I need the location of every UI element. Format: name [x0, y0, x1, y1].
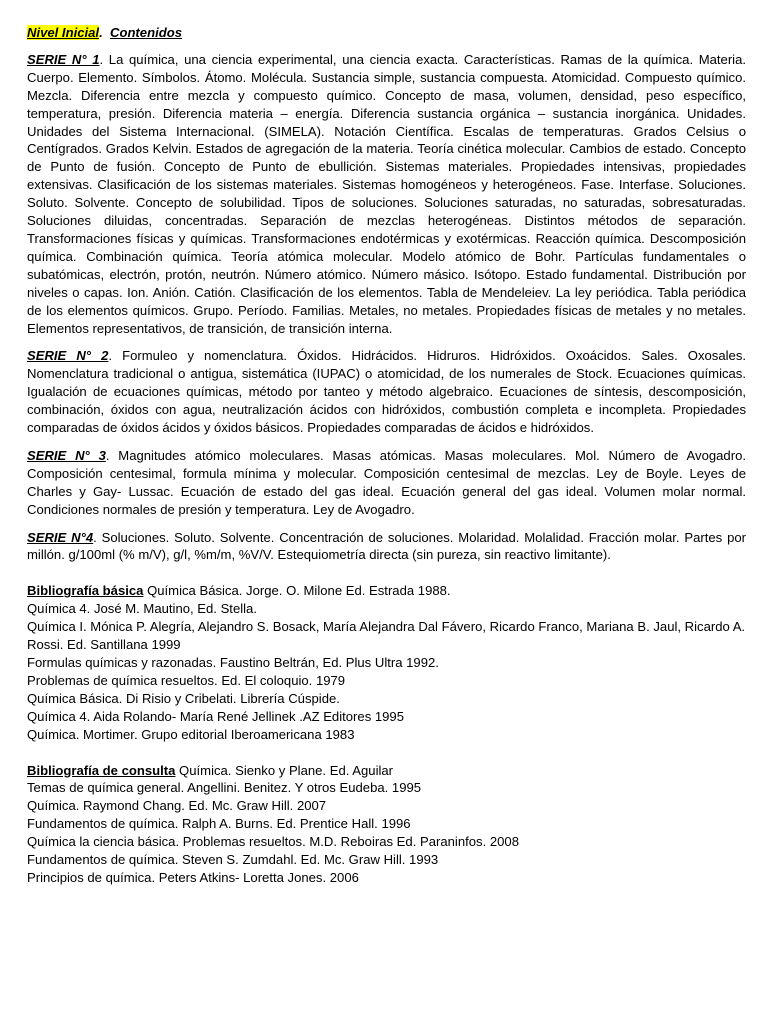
- serie-1-text: . La química, una ciencia experimental, una ciencia exacta. Características. Ramas de la química. Materia. Cuerpo. Elemento. Símbolos. Átomo. Molécula. Sustancia simple, sustancia compuesta. Atomicidad. Compuesto químico. Mezcla. Diferencia entre mezcla y compuesto químico. Concepto de masa, volumen, densidad, peso específico, temperatura, presión. Diferencia materia – energía. Diferencia sustancia orgánica – sustancia inorgánica. Unidades. Unidades del Sistema Internacional. (SIMELA). Notación Científica. Escalas de temperaturas. Grados Celsius o Centígrados. Grados Kelvin. Estados de agregación de la materia. Teoría cinética molecular. Cambios de estado. Concepto de Punto de fusión. Concepto de Punto de ebullición. Sistemas materiales. Propiedades intensivas, propiedades extensivas. Clasificación de los sistemas materiales. Sistemas homogéneos y heterogéneos. Fase. Interfase. Soluciones. Soluto. Solvente. Concepto de solubilidad. Tipos de soluciones. Soluciones saturadas, no saturadas, sobresaturadas. Soluciones diluidas, concentradas. Separación de mezclas heterogéneas. Distintos métodos de separación. Transformaciones físicas y químicas. Transformaciones endotérmicas y exotérmicas. Reacción química. Descomposición química. Combinación química. Teoría atómica molecular. Modelo atómico de Bohr. Partículas fundamentales o subatómicas, electrón, protón, neutrón. Número atómico. Número másico. Isótopo. Estado fundamental. Distribución por niveles o capas. Ion. Anión. Catión. Clasificación de los elementos. Tabla de Mendeleiev. La ley periódica. Tabla periódica de los elementos químicos. Grupo. Período. Familias. Metales, no metales. Propiedades físicas de metales y no metales. Elementos representativos, de transición, de transición interna.: [27, 51, 747, 336]
- serie-1-label: SERIE N° 1: [27, 51, 100, 67]
- serie-4-text: . Soluciones. Soluto. Solvente. Concentración de soluciones. Molaridad. Molalidad. Fracción molar. Partes por millón. g/100ml (% m/V), g/l, %m/m, %V/V. Estequiometría directa (sin pureza, sin reactivo limitante).: [27, 529, 747, 563]
- bib-consulta-item-4: Química la ciencia básica. Problemas resueltos. M.D. Reboiras Ed. Paraninfos. 2008: [27, 834, 519, 850]
- bib-basica-item-4: Problemas de química resueltos. Ed. El coloquio. 1979: [27, 672, 346, 688]
- bib-consulta-item-0: Química. Sienko y Plane. Ed. Aguilar: [175, 762, 394, 778]
- bibliografia-consulta-title: Bibliografía de consulta: [27, 762, 176, 778]
- serie-3-label: SERIE N° 3: [27, 447, 106, 463]
- bib-basica-item-3: Formulas químicas y razonadas. Faustino Beltrán, Ed. Plus Ultra 1992.: [27, 655, 439, 670]
- page-heading: [27, 24, 746, 42]
- serie-2-label: SERIE N° 2: [27, 348, 109, 364]
- bib-basica-item-6: Química 4. Aida Rolando- María René Jellinek .AZ Editores 1995: [27, 708, 405, 724]
- serie-2-text: . Formuleo y nomenclatura. Óxidos. Hidrácidos. Hidruros. Hidróxidos. Oxoácidos. Sales. Oxosales. Nomenclatura tradicional o antigua, sistemática (IUPAC) o atomicidad, de los numerales de Stock. Ecuaciones químicas. Igualación de ecuaciones químicas, método por tanteo y método algebraico. Ecuaciones de síntesis, descomposición, combinación, óxidos con agua, neutralización ácidos con hidróxidos, combustión completa e incompleta. Propiedades comparadas de óxidos ácidos y óxidos básicos. Propiedades comparadas de ácidos e hidróxidos.: [27, 348, 747, 436]
- bib-consulta-item-2: Química. Raymond Chang. Ed. Mc. Graw Hill. 2007: [27, 798, 327, 814]
- bib-basica-item-0: Química Básica. Jorge. O. Milone Ed. Estrada 1988.: [143, 583, 451, 599]
- bib-basica-item-7: Química. Mortimer. Grupo editorial Iberoamericana 1983: [27, 726, 355, 742]
- heading-punct: .: [99, 25, 103, 40]
- bib-basica-item-5: Química Básica. Di Risio y Cribelati. Librería Cúspide.: [27, 690, 340, 706]
- bib-consulta-item-6: Principios de química. Peters Atkins- Loretta Jones. 2006: [27, 869, 359, 885]
- bib-consulta-item-1: Temas de química general. Angellini. Benitez. Y otros Eudeba. 1995: [27, 780, 422, 796]
- bib-consulta-item-5: Fundamentos de química. Steven S. Zumdahl. Ed. Mc. Graw Hill. 1993: [27, 852, 439, 868]
- bibliografia-basica-title: Bibliografía básica: [27, 583, 144, 599]
- serie-1-paragraph: [27, 51, 746, 338]
- serie-2-paragraph: [27, 347, 746, 437]
- heading-title: Contenidos: [109, 25, 182, 40]
- level-highlight: Nivel Inicial: [27, 25, 100, 40]
- bibliografia-consulta-section: [27, 762, 746, 887]
- serie-4-paragraph: [27, 529, 746, 565]
- serie-3-text: . Magnitudes atómico moleculares. Masas atómicas. Masas moleculares. Mol. Número de Avogadro. Composición centesimal, formula mínima y molecular. Composición centesimal de mezclas. Ley de Boyle. Leyes de Charles y Gay- Lussac. Ecuación de estado del gas ideal. Ecuación general del gas ideal. Volumen molar normal. Condiciones normales de presión y temperatura. Ley de Avogadro.: [27, 447, 746, 517]
- bibliografia-basica-section: [27, 582, 746, 743]
- bib-basica-item-2: Química I. Mónica P. Alegría, Alejandro S. Bosack, María Alejandra Dal Fávero, Ricardo Franco, Mariana B. Jaul, Ricardo A. Rossi. Ed. Santillana 1999: [27, 619, 746, 653]
- bibliografia-consulta-first-line: [27, 762, 746, 780]
- serie-3-paragraph: [27, 447, 746, 519]
- bib-basica-item-1: Química 4. José M. Mautino, Ed. Stella.: [27, 601, 257, 617]
- serie-4-label: SERIE N°4: [27, 529, 94, 545]
- bibliografia-basica-first-line: [27, 582, 746, 600]
- bib-consulta-item-3: Fundamentos de química. Ralph A. Burns. Ed. Prentice Hall. 1996: [27, 816, 411, 832]
